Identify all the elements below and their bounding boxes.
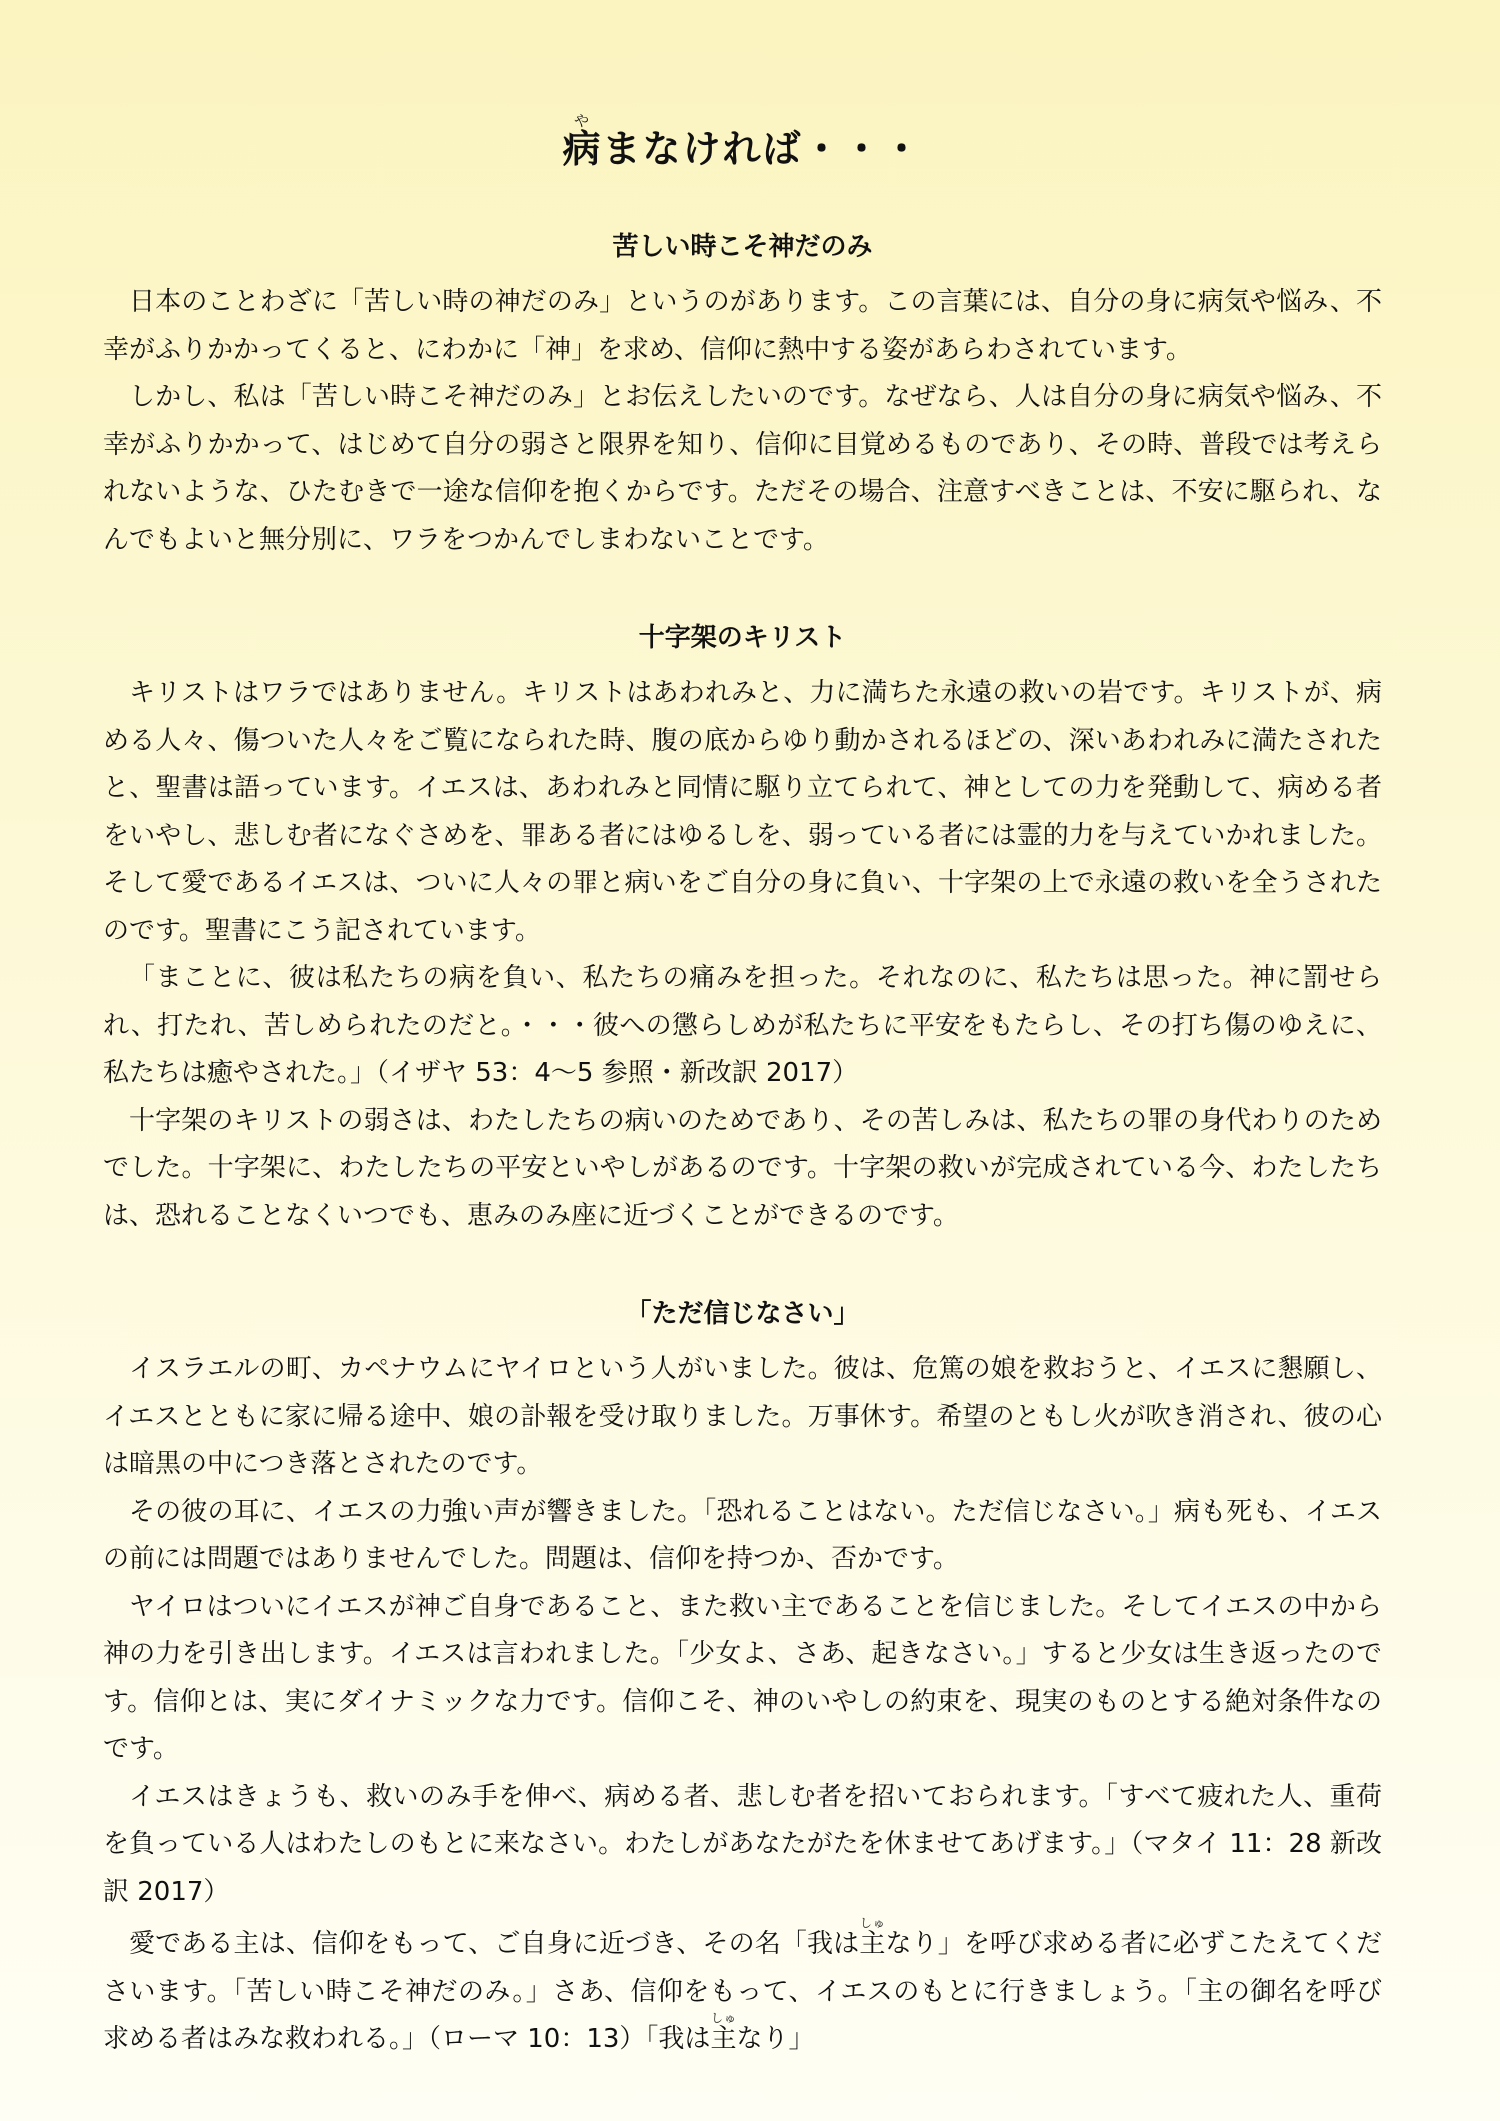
section-tada-shinjinasai (103, 1296, 1382, 2064)
page-title (103, 112, 1382, 173)
paragraph: しかし、私は「苦しい時こそ神だのみ」とお伝えしたいのです。なぜなら、人は自分の身に病気や悩み、不幸がふりかかって、はじめて自分の弱さと限界を知り、信仰に目覚めるものであり、その時、普段では考えられないような、ひたむきで一途な信仰を抱くからです。ただその場合、注意すべきことは、不安に駆られ、なんでもよいと無分別に、ワラをつかんでしまわないことです。 (103, 382, 1382, 555)
shu-ruby (710, 2011, 737, 2054)
final-text-part: 愛である主は、信仰をもって、ご自身に近づき、その名「我は (129, 1929, 860, 1959)
title-ruby (562, 112, 603, 171)
final-text-part: なり」 (736, 2024, 815, 2054)
paragraph: 十字架のキリストの弱さは、わたしたちの病いのためであり、その苦しみは、私たちの罪の身代わりのためでした。十字架に、わたしたちの平安といやしがあるのです。十字架の救いが完成されている今、わたしたちは、恐れることなくいつでも、恵みのみ座に近づくことができるのです。 (103, 1105, 1382, 1231)
paragraph: 日本のことわざに「苦しい時の神だのみ」というのがあります。この言葉には、自分の身に病気や悩み、不幸がふりかかってくると、にわかに「神」を求め、信仰に熱中する姿があらわされています。 (103, 287, 1382, 365)
title-ruby-reading: や (562, 112, 603, 130)
title-ruby-base: 病 (562, 127, 603, 171)
paragraph: イスラエルの町、カペナウムにヤイロという人がいました。彼は、危篤の娘を救おうと、イエスに懇願し、イエスとともに家に帰る途中、娘の訃報を受け取りました。万事休す。希望のともし火が吹き消され、彼の心は暗黒の中につき落とされたのです。 (103, 1354, 1382, 1479)
section-heading: 「ただ信じなさい」 (625, 1299, 860, 1329)
paragraph: ヤイロはついにイエスが神ご自身であること、また救い主であることを信じました。そしてイエスの中から神の力を引き出します。イエスは言われました。「少女よ、さあ、起きなさい。」すると少女は生き返ったのです。信仰とは、実にダイナミックな力です。信仰こそ、神のいやしの約束を、現実のものとする絶対条件なのです。 (103, 1591, 1382, 1764)
section-heading: 十字架のキリスト (638, 623, 847, 653)
final-paragraph (103, 1916, 1382, 2064)
section-heading: 苦しい時こそ神だのみ (612, 232, 873, 262)
section-juujika (103, 620, 1382, 1240)
section-kurushii-toki (103, 229, 1382, 564)
ruby-reading: しゅ (710, 2011, 737, 2025)
shu-ruby (859, 1916, 886, 1959)
final-text-part: なり」を呼び求める者に必ずこたえてくださいます。「苦しい時こそ神だのみ。」さあ、信仰をもって、イエスのもとに行きましょう。「主の御名を呼び求める者はみな救われる。」（ローマ 10：13）「我は (103, 1929, 1382, 2054)
scripture-quote: 「まことに、彼は私たちの病を負い、私たちの痛みを担った。それなのに、私たちは思った。神に罰せられ、打たれ、苦しめられたのだと。・・・彼への懲らしめが私たちに平安をもたらし、その打ち傷のゆえに、私たちは癒やされた。」（イザヤ 53：4～5 参照・新改訳 2017） (103, 963, 1382, 1088)
paragraph: イエスはきょうも、救いのみ手を伸べ、病める者、悲しむ者を招いておられます。「すべて疲れた人、重荷を負っている人はわたしのもとに来なさい。わたしがあなたがたを休ませてあげます。」（マタイ 11：28 新改訳 2017） (103, 1781, 1382, 1907)
title-text: まなければ・・・ (602, 127, 923, 171)
ruby-base: 主 (710, 2024, 737, 2054)
paragraph: キリストはワラではありません。キリストはあわれみと、力に満ちた永遠の救いの岩です。キリストが、病める人々、傷ついた人々をご覧になられた時、腹の底からゆり動かされるほどの、深いあわれみに満たされたと、聖書は語っています。イエスは、あわれみと同情に駆り立てられて、神としての力を発動して、病める者をいやし、悲しむ者になぐさめを、罪ある者にはゆるしを、弱っている者には霊的力を与えていかれました。そして愛であるイエスは、ついに人々の罪と病いをご自分の身に負い、十字架の上で永遠の救いを全うされたのです。聖書にこう記されています。 (103, 678, 1382, 946)
paragraph: その彼の耳に、イエスの力強い声が響きました。「恐れることはない。ただ信じなさい。」病も死も、イエスの前には問題ではありませんでした。問題は、信仰を持つか、否かです。 (103, 1496, 1382, 1574)
ruby-reading: しゅ (859, 1916, 886, 1930)
ruby-base: 主 (859, 1929, 886, 1959)
